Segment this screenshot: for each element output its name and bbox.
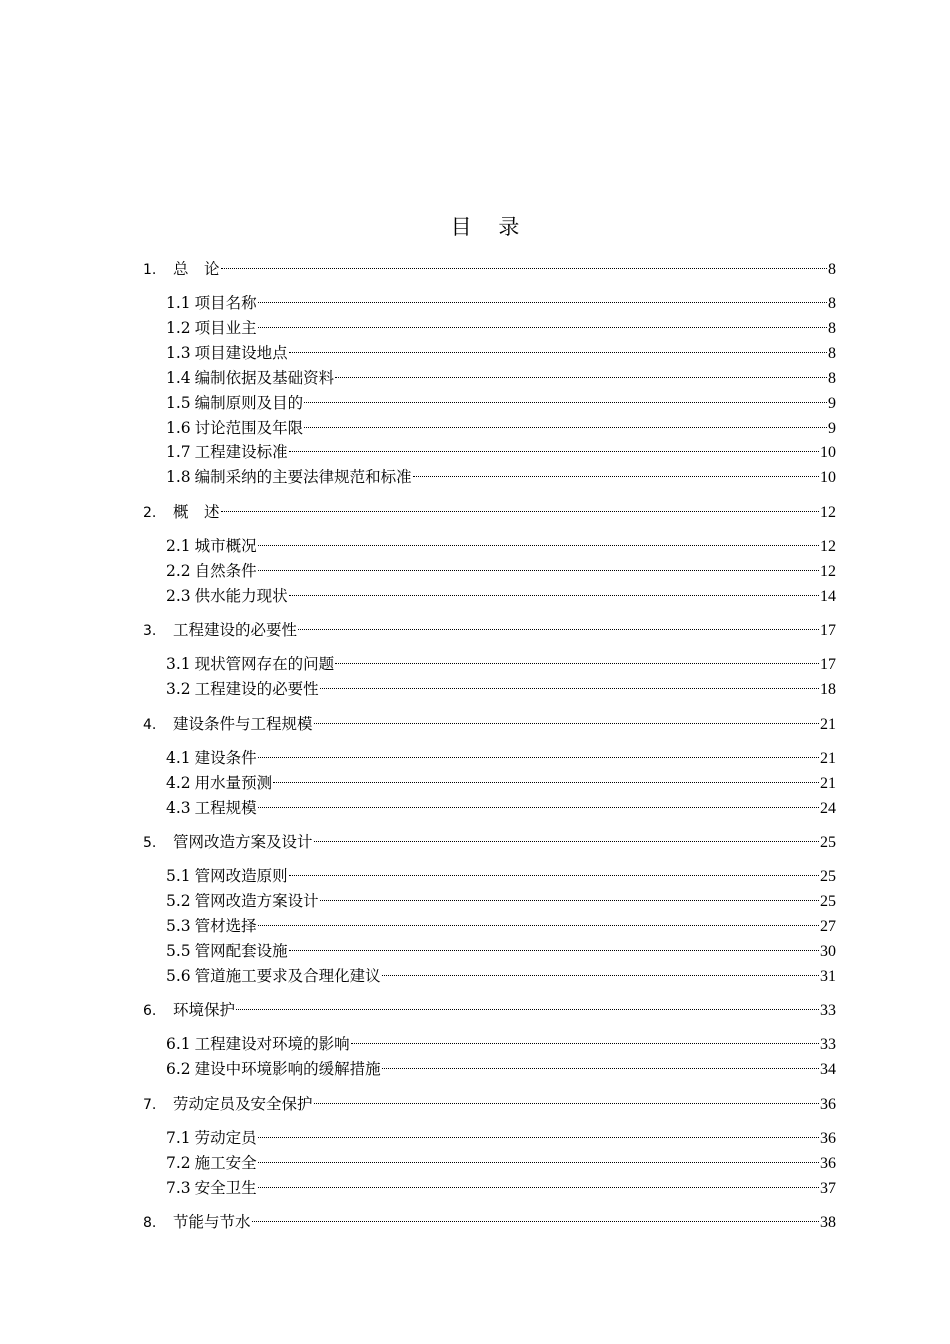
toc-entry-page-number: 17 [820,656,836,674]
dot-leader [251,1203,820,1227]
toc-section-entry[interactable] [166,1050,836,1079]
toc-entry-label: 工程建设的必要性 [173,621,298,640]
toc-section-entry[interactable] [166,1144,836,1172]
toc-entry-page-number: 24 [820,799,836,817]
dot-leader [334,359,828,383]
dot-leader [257,1169,820,1193]
dot-leader [350,1025,820,1049]
toc-section-entry[interactable] [166,1169,836,1197]
toc-entry-page-number: 34 [820,1061,836,1079]
toc-section-entry[interactable] [166,334,836,363]
toc-section-entry[interactable] [166,577,836,605]
dot-leader [257,1119,820,1143]
toc-section-entry[interactable] [166,789,836,817]
toc-entry-number: 1.1 [166,294,191,313]
toc-entry-page-number: 21 [820,749,836,767]
toc-entry-number: 5.6 [166,966,191,985]
toc-entry-page-number: 25 [820,868,836,886]
toc-section-entry[interactable] [166,882,836,911]
toc-entry-label: 管网改造方案及设计 [173,833,313,851]
toc-entry-label: 项目业主 [194,319,257,338]
toc-entry-label: 概 述 [173,502,220,521]
dot-leader [288,334,828,358]
toc-chapter-entry[interactable] [143,250,836,278]
dot-leader [257,1144,820,1168]
toc-section-entry[interactable] [166,359,836,387]
toc-entry-page-number: 31 [820,967,836,985]
dot-leader [220,250,828,274]
toc-entry-page-number: 30 [820,942,836,960]
toc-entry-page-number: 18 [820,681,836,699]
toc-entry-number: 1.5 [166,393,191,412]
toc-entry-number: 4.3 [166,798,191,817]
toc-entry-page-number: 21 [820,774,836,792]
toc-entry-page-number: 12 [820,503,836,521]
dot-leader [288,857,820,881]
toc-entry-page-number: 9 [828,394,836,412]
dot-leader [412,458,820,482]
toc-entry-number: 6. [143,1003,157,1020]
toc-entry-label: 编制原则及目的 [194,393,304,412]
toc-entry-label: 管网改造方案设计 [194,892,319,911]
toc-entry-label: 管材选择 [194,917,257,936]
toc-chapter-entry[interactable] [143,991,836,1020]
toc-chapter-entry[interactable] [143,1085,836,1113]
toc-entry-number: 1.8 [166,468,191,487]
dot-leader [297,611,820,635]
toc-entry-page-number: 27 [820,918,836,936]
toc-section-entry[interactable] [166,1119,836,1147]
toc-chapter-entry[interactable] [143,705,836,733]
toc-entry-number: 6.1 [166,1035,191,1054]
toc-entry-page-number: 36 [820,1095,836,1113]
toc-entry-label: 供水能力现状 [194,586,288,605]
toc-section-entry[interactable] [166,384,836,412]
toc-section-entry[interactable] [166,932,836,960]
toc-section-entry[interactable] [166,670,836,699]
toc-entry-number: 5. [143,835,157,851]
toc-entry-page-number: 38 [820,1214,836,1232]
toc-entry-number: 5.1 [166,867,191,886]
toc-entry-page-number: 14 [820,587,836,605]
toc-entry-label: 讨论范围及年限 [194,418,304,437]
toc-section-entry[interactable] [166,527,836,555]
dot-leader [257,739,820,763]
dot-leader [257,907,820,931]
dot-leader [319,882,820,906]
toc-entry-number: 5.2 [166,892,191,911]
toc-section-entry[interactable] [166,458,836,487]
toc-entry-number: 1. [143,262,157,278]
toc-entry-number: 1.7 [166,443,191,462]
toc-entry-number: 1.4 [166,368,191,387]
toc-entry-number: 7.3 [166,1178,191,1197]
toc-entry-page-number: 8 [828,320,836,338]
toc-entry-page-number: 8 [828,369,836,387]
toc-entry-page-number: 9 [828,419,836,437]
toc-section-entry[interactable] [166,645,836,674]
toc-entry-label: 自然条件 [194,561,257,580]
toc-entry-page-number: 36 [820,1154,836,1172]
toc-entry-label: 节能与节水 [173,1213,251,1232]
toc-section-entry[interactable] [166,433,836,462]
dot-leader [288,932,820,956]
toc-entry-page-number: 10 [820,444,836,462]
dot-leader [313,1085,820,1109]
toc-entry-page-number: 8 [828,295,836,313]
toc-entry-label: 编制依据及基础资料 [194,368,335,387]
toc-section-entry[interactable] [166,739,836,767]
toc-entry-number: 7.2 [166,1153,191,1172]
toc-entry-number: 3. [143,623,157,640]
toc-entry-number: 1.2 [166,319,191,338]
toc-entry-label: 施工安全 [194,1153,257,1172]
toc-entry-number: 4.1 [166,748,191,767]
toc-entry-number: 4. [143,716,157,733]
dot-leader [257,789,820,813]
toc-entry-page-number: 12 [820,562,836,580]
toc-entry-label: 现状管网存在的问题 [194,655,335,674]
toc-entry-number: 5.3 [166,917,191,936]
toc-entry-label: 环境保护 [173,1001,236,1020]
dot-leader [313,823,820,847]
toc-chapter-entry[interactable] [143,1203,836,1232]
toc-entry-page-number: 25 [820,834,836,851]
toc-chapter-entry[interactable] [143,823,836,851]
toc-entry-number: 2.2 [166,561,191,580]
dot-leader [381,957,820,981]
toc-entry-label: 总 论 [173,260,220,278]
toc-entry-page-number: 8 [828,261,836,278]
toc-entry-page-number: 21 [820,715,836,733]
dot-leader [272,764,820,788]
toc-entry-label: 项目建设地点 [194,344,288,363]
toc-entry-label: 管网改造原则 [194,867,288,886]
toc-entry-number: 2.1 [166,537,191,555]
toc-section-entry[interactable] [166,409,836,437]
toc-section-entry[interactable] [166,309,836,338]
toc-chapter-entry[interactable] [143,611,836,640]
toc-entry-label: 城市概况 [194,537,257,555]
dot-leader [257,552,820,576]
toc-section-entry[interactable] [166,552,836,580]
toc-entry-page-number: 17 [820,622,836,640]
dot-leader [303,384,828,408]
toc-entry-label: 工程建设对环境的影响 [194,1035,350,1054]
toc-section-entry[interactable] [166,284,836,313]
dot-leader [257,284,828,308]
toc-entry-label: 劳动定员 [194,1129,257,1147]
toc-section-entry[interactable] [166,857,836,886]
toc-entry-number: 7.1 [166,1129,191,1147]
dot-leader [319,670,820,694]
dot-leader [220,493,820,517]
toc-entry-page-number: 33 [820,1002,836,1020]
toc-chapter-entry[interactable] [143,493,836,521]
toc-entry-number: 1.6 [166,418,191,437]
toc-section-entry[interactable] [166,957,836,985]
toc-section-entry[interactable] [166,1025,836,1054]
toc-entry-label: 工程规模 [194,798,257,817]
toc-entry-label: 安全卫生 [194,1178,257,1197]
dot-leader [381,1050,820,1074]
dot-leader [257,527,820,551]
toc-entry-number: 6.2 [166,1060,191,1079]
dot-leader [313,705,820,729]
toc-entry-page-number: 33 [820,1036,836,1054]
toc-entry-number: 2. [143,504,157,521]
toc-entry-number: 5.5 [166,941,191,960]
dot-leader [288,433,820,457]
toc-entry-label: 工程建设的必要性 [194,680,319,699]
toc-section-entry[interactable] [166,907,836,936]
dot-leader [303,409,828,433]
toc-title: 目 录 [450,215,530,239]
toc-entry-number: 1.3 [166,344,191,363]
toc-entry-page-number: 10 [820,469,836,487]
dot-leader [334,645,820,669]
toc-entry-number: 3.1 [166,655,191,674]
toc-entry-label: 建设中环境影响的缓解措施 [194,1060,381,1079]
toc-entry-number: 4.2 [166,773,191,792]
toc-entry-page-number: 12 [820,538,836,555]
dot-leader [257,309,828,333]
toc-entry-number: 8. [143,1215,157,1232]
toc-section-entry[interactable] [166,764,836,792]
toc-entry-label: 编制采纳的主要法律规范和标准 [194,468,412,487]
toc-entry-number: 3.2 [166,680,191,699]
toc-entry-label: 管道施工要求及合理化建议 [194,966,381,985]
toc-entry-label: 用水量预测 [194,773,273,792]
toc-entry-number: 2.3 [166,586,191,605]
toc-entry-label: 建设条件 [194,748,257,767]
toc-entry-label: 劳动定员及安全保护 [173,1094,313,1113]
toc-entry-label: 项目名称 [194,294,257,313]
toc-entry-label: 管网配套设施 [194,941,288,960]
dot-leader [288,577,820,601]
toc-entry-page-number: 25 [820,893,836,911]
toc-entry-number: 7. [143,1096,157,1113]
toc-entry-page-number: 37 [820,1179,836,1197]
toc-entry-label: 工程建设标准 [194,443,288,462]
dot-leader [235,991,820,1015]
toc-entry-page-number: 8 [828,345,836,363]
toc-entry-page-number: 36 [820,1130,836,1147]
toc-entry-label: 建设条件与工程规模 [173,714,313,733]
